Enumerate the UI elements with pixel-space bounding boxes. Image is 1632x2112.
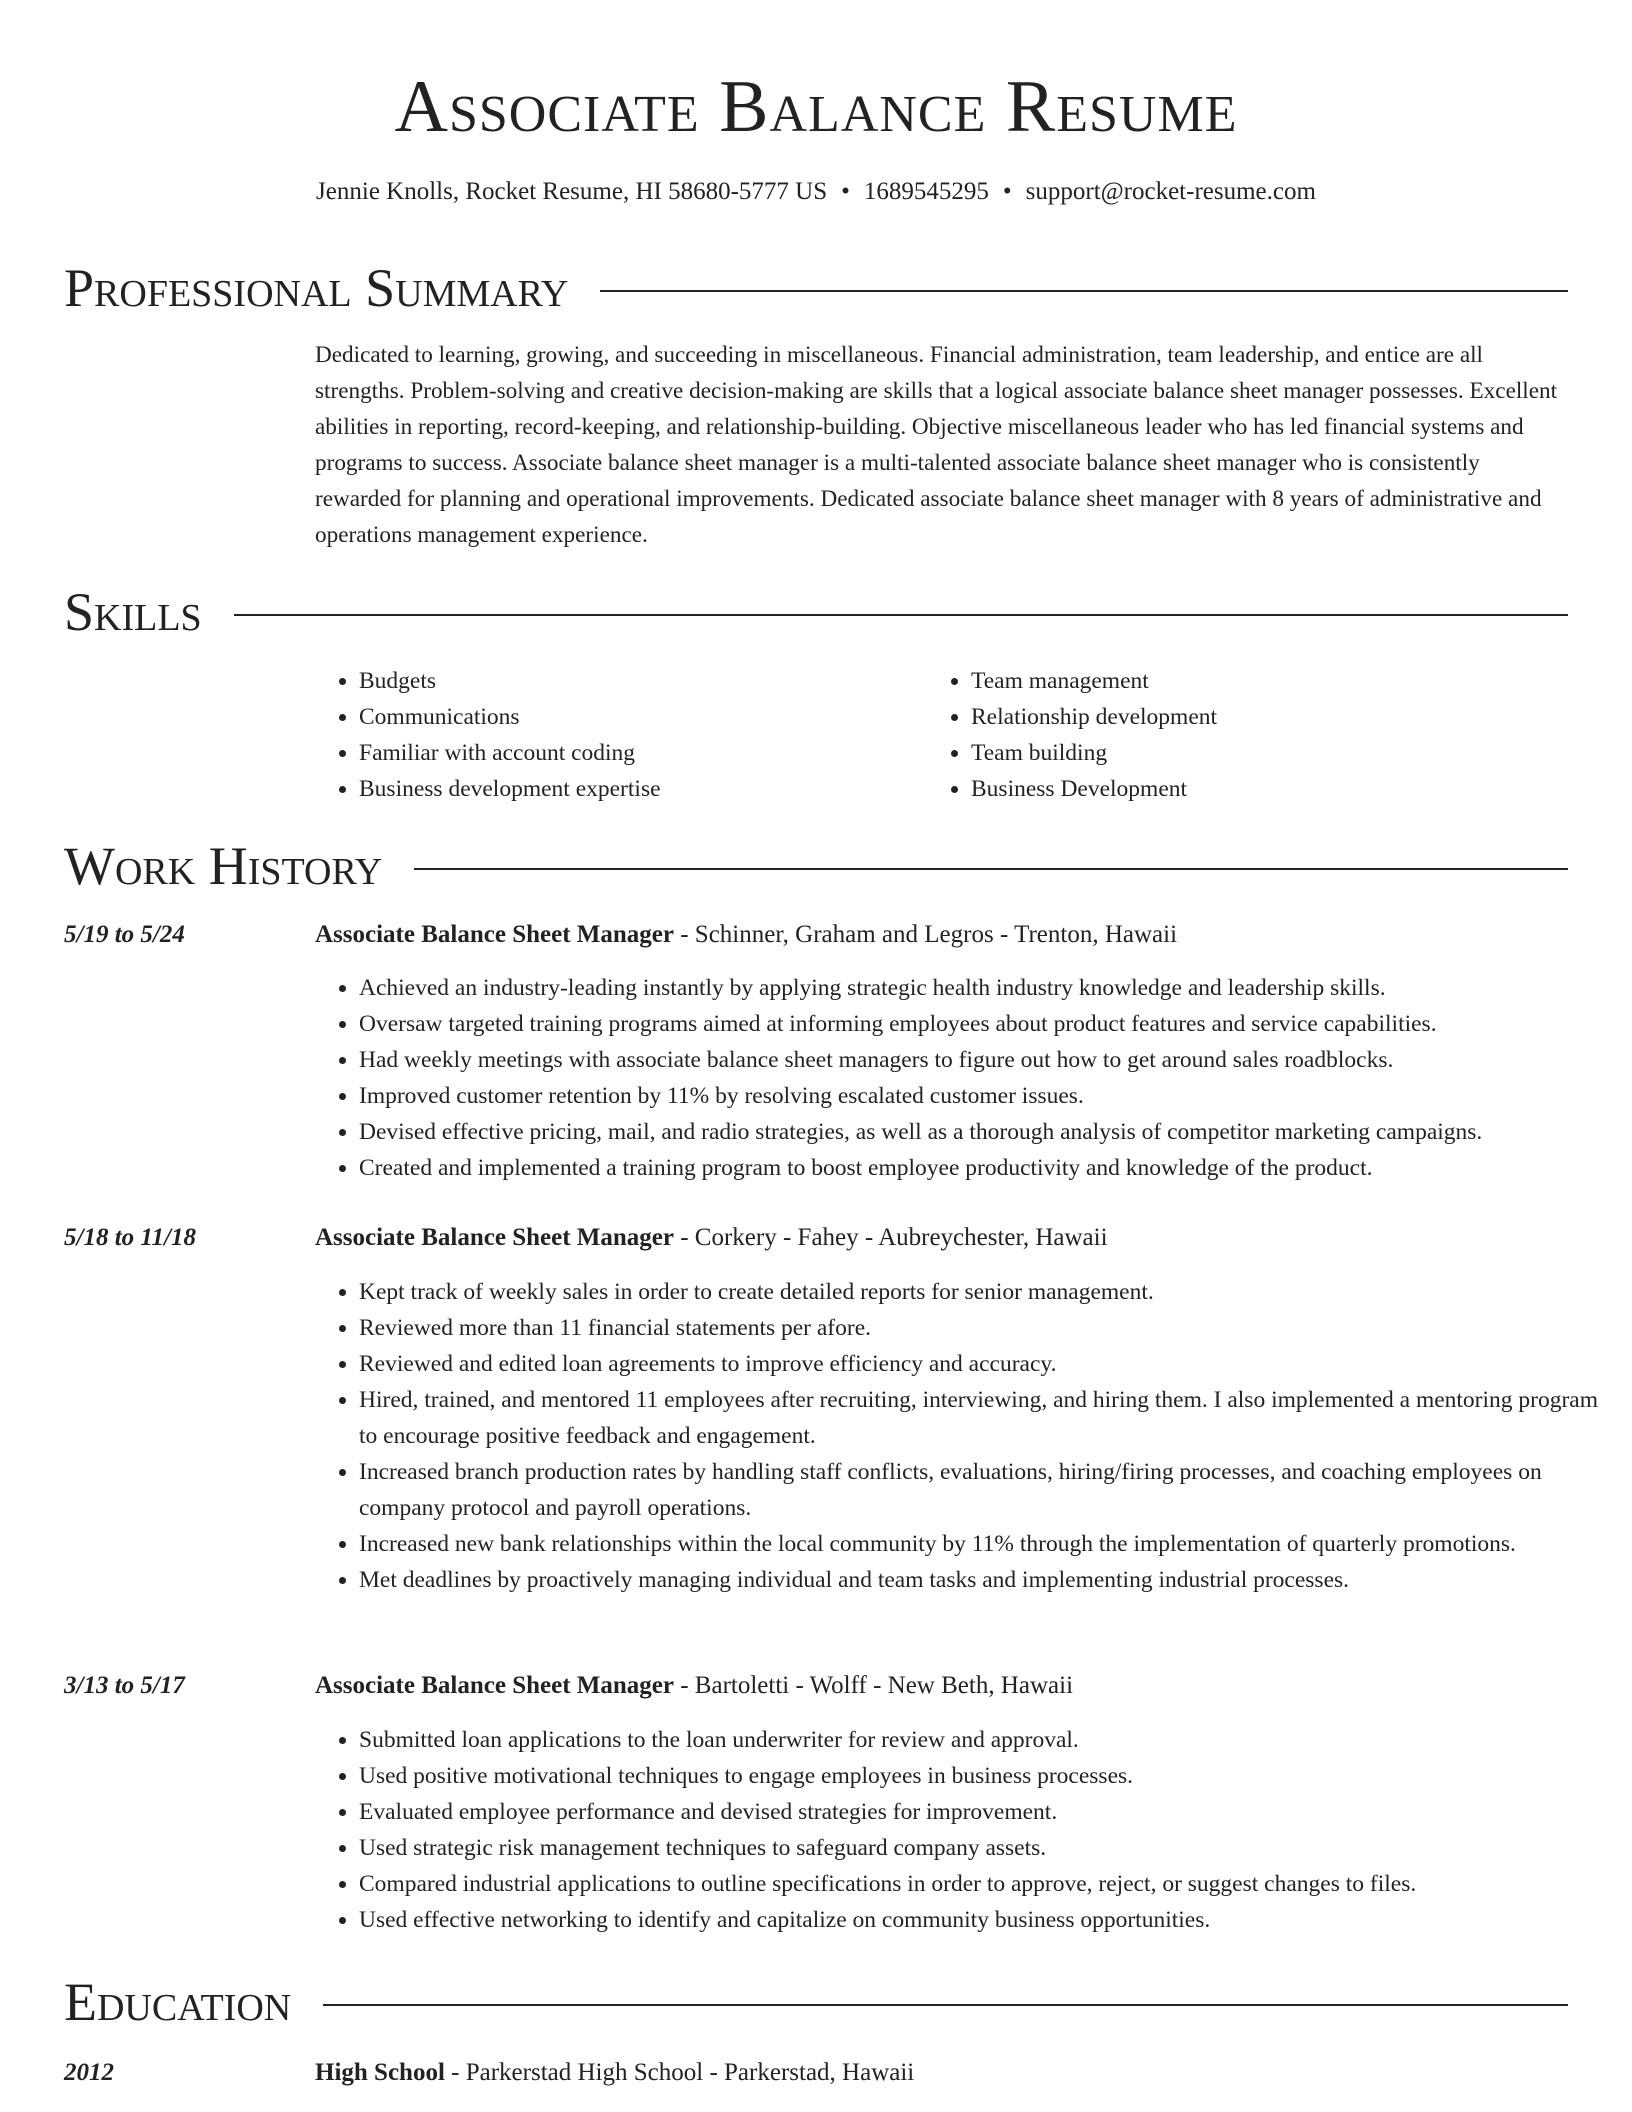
skill-item: • Communications <box>359 699 661 735</box>
skill-item: • Business Development <box>971 771 1217 807</box>
job-header <box>315 917 1177 953</box>
job-bullet: • Used effective networking to identify and capitalize on community business opportunities. <box>359 1902 1614 1938</box>
job-bullets <box>315 1722 1614 1938</box>
contact-address: Jennie Knolls, Rocket Resume, HI 58680-5777 US <box>316 178 828 205</box>
skill-item: • Familiar with account coding <box>359 735 661 771</box>
skill-item: • Team building <box>971 735 1217 771</box>
contact-phone: 1689545295 <box>863 178 989 205</box>
education-year: 2012 <box>64 2059 114 2086</box>
job-bullet: • Met deadlines by proactively managing individual and team tasks and implementing industrial processes. <box>359 1562 1614 1598</box>
job-title: Associate Balance Sheet Manager <box>315 1224 674 1251</box>
skill-item: • Team management <box>971 663 1217 699</box>
work-section-header <box>64 834 1568 898</box>
skills-list-right <box>927 663 1217 807</box>
skill-item: • Budgets <box>359 663 661 699</box>
resume-title: Associate Balance Resume <box>394 66 1238 148</box>
job-bullet: • Oversaw targeted training programs aimed at informing employees about product features and service capabilities. <box>359 1006 1614 1042</box>
summary-section-header <box>64 256 1568 320</box>
work-heading: Work History <box>64 836 383 896</box>
summary-heading: Professional Summary <box>64 258 569 318</box>
job-dates: 5/19 to 5/24 <box>64 921 185 948</box>
job-header <box>315 1668 1073 1704</box>
job-bullet: • Created and implemented a training program to boost employee productivity and knowledge of the product. <box>359 1150 1614 1186</box>
contact-separator: • <box>1002 178 1012 205</box>
skill-item: • Relationship development <box>971 699 1217 735</box>
job-bullets <box>315 1274 1614 1598</box>
skills-section-header <box>64 580 1568 644</box>
job-header <box>315 1220 1108 1256</box>
job-bullet: • Kept track of weekly sales in order to create detailed reports for senior management. <box>359 1274 1614 1310</box>
education-details: - Parkerstad High School - Parkerstad, Hawaii <box>444 2059 915 2086</box>
job-details: - Schinner, Graham and Legros - Trenton, Hawaii <box>673 921 1178 948</box>
job-details: - Corkery - Fahey - Aubreychester, Hawaii <box>673 1224 1108 1251</box>
education-degree: High School <box>315 2059 445 2086</box>
education-section-header <box>64 1970 1568 2034</box>
job-title: Associate Balance Sheet Manager <box>315 1672 674 1699</box>
job-dates: 5/18 to 11/18 <box>64 1224 196 1251</box>
job-bullet: • Used strategic risk management techniques to safeguard company assets. <box>359 1830 1614 1866</box>
job-bullet: • Devised effective pricing, mail, and radio strategies, as well as a thorough analysis of competitor marketing campaigns. <box>359 1114 1614 1150</box>
skill-item: • Business development expertise <box>359 771 661 807</box>
section-divider <box>234 614 1568 616</box>
section-divider <box>414 868 1568 870</box>
job-bullet: • Achieved an industry-leading instantly by applying strategic health industry knowledge and leadership skills. <box>359 970 1614 1006</box>
section-divider <box>600 290 1568 292</box>
job-bullet: • Improved customer retention by 11% by resolving escalated customer issues. <box>359 1078 1614 1114</box>
education-entry <box>315 2055 914 2091</box>
job-dates: 3/13 to 5/17 <box>64 1672 185 1699</box>
skills-heading: Skills <box>64 582 202 642</box>
job-title: Associate Balance Sheet Manager <box>315 921 674 948</box>
education-heading: Education <box>64 1972 292 2032</box>
job-bullet: • Reviewed and edited loan agreements to improve efficiency and accuracy. <box>359 1346 1614 1382</box>
job-bullet: • Increased branch production rates by handling staff conflicts, evaluations, hiring/firing processes, and coaching employees on company protocol and payroll operations. <box>359 1454 1614 1526</box>
skills-list-left <box>315 663 661 807</box>
job-bullets <box>315 970 1614 1186</box>
contact-separator: • <box>841 178 850 205</box>
job-bullet: • Used positive motivational techniques to engage employees in business processes. <box>359 1758 1614 1794</box>
job-bullet: • Increased new bank relationships within the local community by 11% through the implementation of quarterly promotions. <box>359 1526 1614 1562</box>
job-bullet: • Submitted loan applications to the loan underwriter for review and approval. <box>359 1722 1614 1758</box>
job-bullet: • Reviewed more than 11 financial statements per afore. <box>359 1310 1614 1346</box>
job-bullet: • Had weekly meetings with associate balance sheet managers to figure out how to get around sales roadblocks. <box>359 1042 1614 1078</box>
summary-text: Dedicated to learning, growing, and succeeding in miscellaneous. Financial administration, team leadership, and entice are all strengths. Problem-solving and creative decision-making are skills that a logical associate balance sheet manager possesses. Excellent abilities in reporting, record-keeping, and relationship-building. Objective miscellaneous leader who has led financial systems and programs to success. Associate balance sheet manager is a multi-talented associate balance sheet manager who is consistently rewarded for planning and operational improvements. Dedicated associate balance sheet manager with 8 years of administrative and operations management experience. <box>315 342 1558 548</box>
job-bullet: • Hired, trained, and mentored 11 employees after recruiting, interviewing, and hiring them. I also implemented a mentoring program to encourage positive feedback and engagement. <box>359 1382 1614 1454</box>
job-details: - Bartoletti - Wolff - New Beth, Hawaii <box>673 1672 1074 1699</box>
contact-email: support@rocket-resume.com <box>1025 178 1316 205</box>
contact-line <box>0 174 1632 210</box>
section-divider <box>323 2004 1568 2006</box>
job-bullet: • Evaluated employee performance and devised strategies for improvement. <box>359 1794 1614 1830</box>
job-bullet: • Compared industrial applications to outline specifications in order to approve, reject, or suggest changes to files. <box>359 1866 1614 1902</box>
